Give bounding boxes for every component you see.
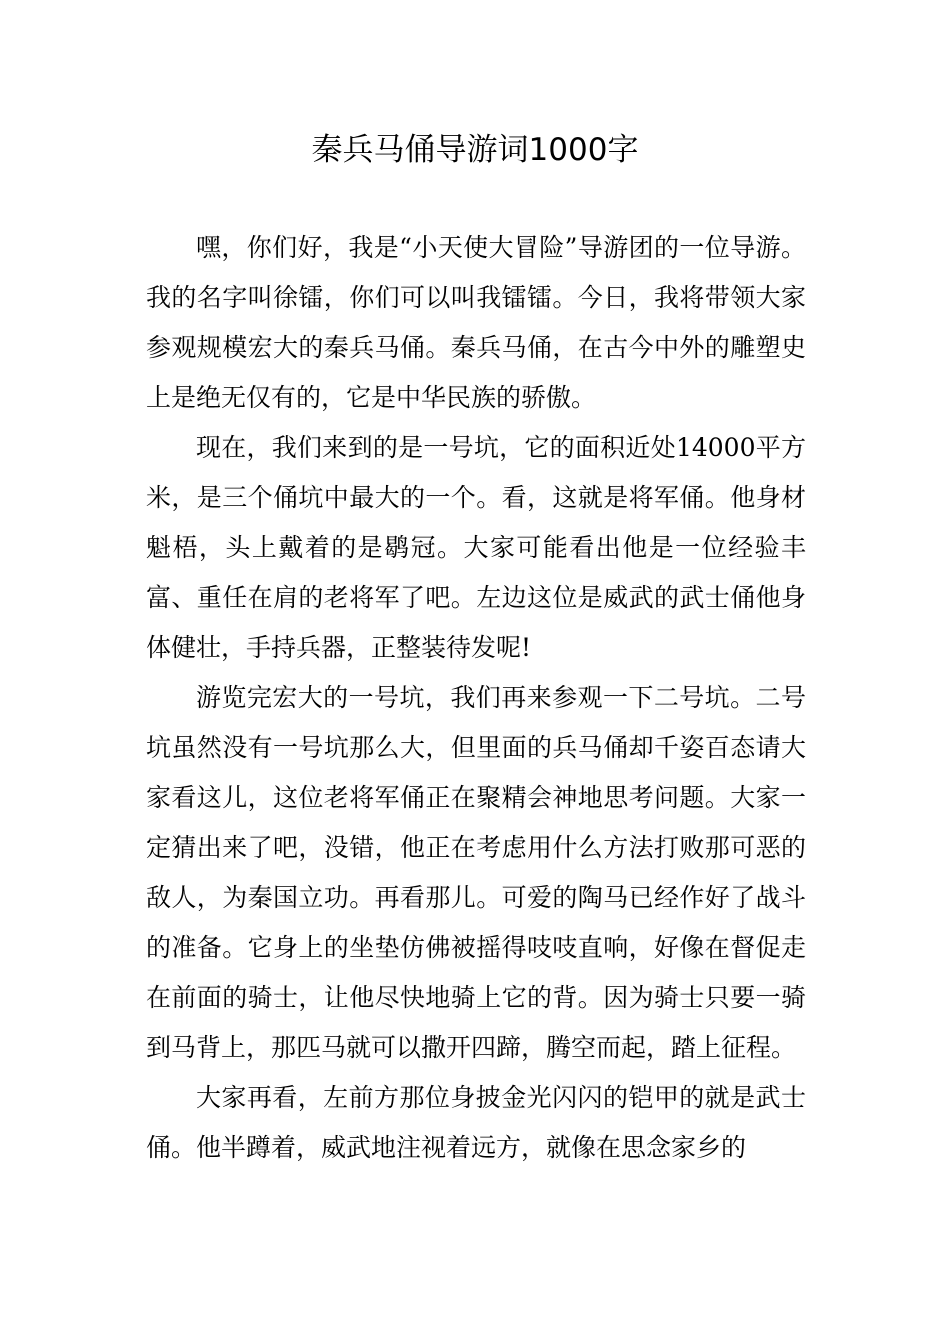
paragraph-3: 游览完宏大的一号坑，我们再来参观一下二号坑。二号坑虽然没有一号坑那么大，但里面的兵马俑却千姿百态请大家看这儿，这位老将军俑正在聚精会神地思考问题。大家一定猜出来了吧，没错，他正在考虑用什么方法打败那可恶的敌人，为秦国立功。再看那儿。可爱的陶马已经作好了战斗的准备。它身上的坐垫仿佛被摇得吱吱直响，好像在督促走在前面的骑士，让他尽快地骑上它的背。因为骑士只要一骑到马背上，那匹马就可以撒开四蹄，腾空而起，踏上征程。 xyxy=(146,683,806,1062)
paragraph-4: 大家再看，左前方那位身披金光闪闪的铠甲的就是武士俑。他半蹲着，威武地注视着远方，就像在思念家乡的 xyxy=(146,1083,806,1162)
paragraph-1: 嘿，你们好，我是“小天使大冒险”导游团的一位导游。我的名字叫徐镭，你们可以叫我镭镭。今日，我将带领大家参观规模宏大的秦兵马俑。秦兵马俑，在古今中外的雕塑史上是绝无仅有的，它是中华民族的骄傲。 xyxy=(146,233,806,412)
paragraph-2: 现在，我们来到的是一号坑，它的面积近处14000平方米，是三个俑坑中最大的一个。看，这就是将军俑。他身材魁梧，头上戴着的是鹖冠。大家可能看出他是一位经验丰富、重任在肩的老将军了吧。左边这位是威武的武士俑他身体健壮，手持兵器，正整装待发呢! xyxy=(146,433,806,662)
document-title: 秦兵马俑导游词1000字 xyxy=(311,132,639,168)
document-body xyxy=(146,223,806,1173)
